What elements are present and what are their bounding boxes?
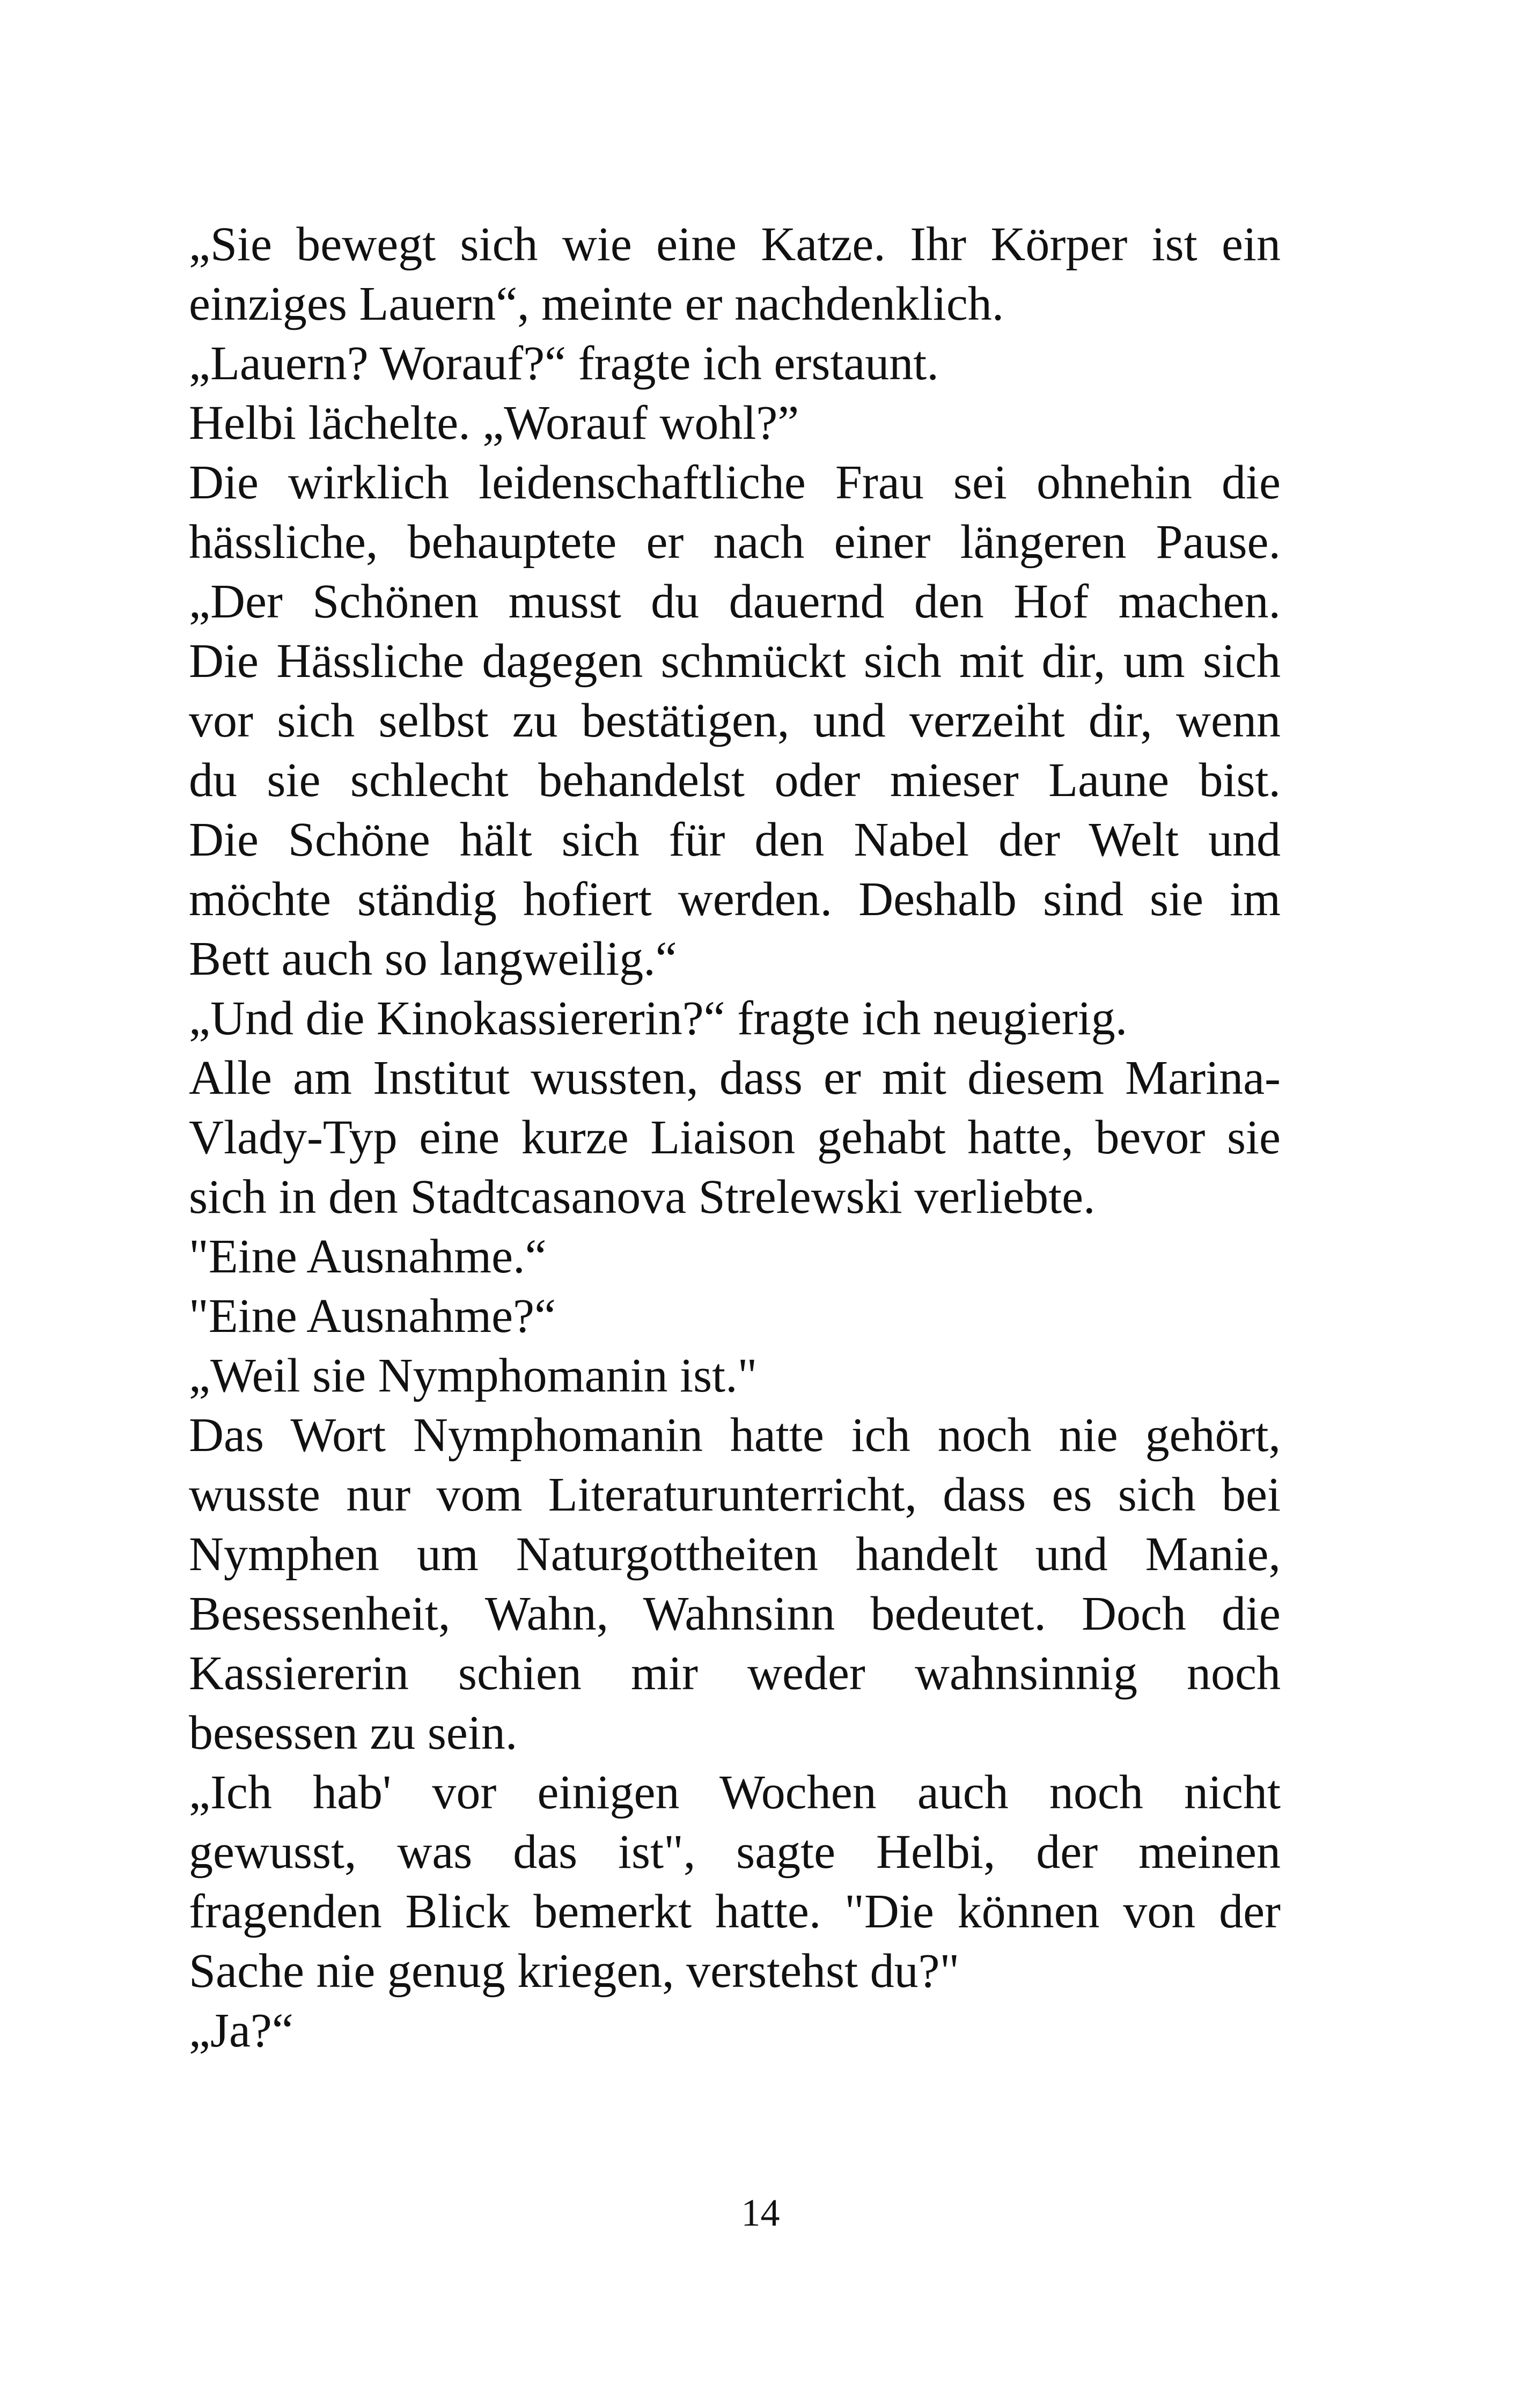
- text-line: „Ich hab' vor einigen Wochen auch noch nicht: [189, 1766, 1281, 1819]
- text-line: hässliche, behauptete er nach einer längeren Pause.: [189, 516, 1281, 569]
- text-line: „Der Schönen musst du dauernd den Hof machen.: [189, 575, 1281, 628]
- text-line: Die wirklich leidenschaftliche Frau sei ohnehin die: [189, 456, 1281, 509]
- text-line: "Eine Ausnahme.“: [189, 1230, 547, 1283]
- text-line: „Und die Kinokassiererin?“ fragte ich neugierig.: [189, 992, 1128, 1045]
- text-line: "Eine Ausnahme?“: [189, 1290, 556, 1343]
- text-line: sich in den Stadtcasanova Strelewski verliebte.: [189, 1170, 1096, 1224]
- text-line: „Weil sie Nymphomanin ist.": [189, 1349, 758, 1402]
- text-line: besessen zu sein.: [189, 1706, 518, 1759]
- text-line: Kassiererin schien mir weder wahnsinnig noch: [189, 1647, 1281, 1700]
- text-line: Die Schöne hält sich für den Nabel der Welt und: [189, 813, 1281, 866]
- text-line: Das Wort Nymphomanin hatte ich noch nie gehört,: [189, 1409, 1281, 1462]
- text-line: fragenden Blick bemerkt hatte. "Die können von der: [189, 1885, 1281, 1938]
- text-line: Vlady-Typ eine kurze Liaison gehabt hatte, bevor sie: [189, 1111, 1281, 1164]
- text-line: Bett auch so langweilig.“: [189, 932, 677, 985]
- text-line: Besessenheit, Wahn, Wahnsinn bedeutet. Doch die: [189, 1587, 1281, 1640]
- text-line: wusste nur vom Literaturunterricht, dass es sich bei: [189, 1468, 1281, 1521]
- text-line: Nymphen um Naturgottheiten handelt und Manie,: [189, 1528, 1281, 1581]
- text-line: möchte ständig hofiert werden. Deshalb sind sie im: [189, 873, 1281, 926]
- text-line: „Sie bewegt sich wie eine Katze. Ihr Körper ist ein: [189, 218, 1281, 271]
- text-line: vor sich selbst zu bestätigen, und verzeiht dir, wenn: [189, 694, 1281, 747]
- text-line: gewusst, was das ist", sagte Helbi, der meinen: [189, 1825, 1281, 1879]
- text-line: du sie schlecht behandelst oder mieser Laune bist.: [189, 754, 1281, 807]
- text-line: Sache nie genug kriegen, verstehst du?": [189, 1945, 960, 1998]
- text-line: Alle am Institut wussten, dass er mit diesem Marina-: [189, 1051, 1281, 1104]
- text-line: „Lauern? Worauf?“ fragte ich erstaunt.: [189, 337, 939, 390]
- body-text: [189, 215, 1281, 2060]
- text-line: „Ja?“: [189, 2004, 293, 2057]
- text-line: Helbi lächelte. „Worauf wohl?”: [189, 396, 799, 450]
- page-number: 14: [741, 2191, 780, 2234]
- text-line: einziges Lauern“, meinte er nachdenklich.: [189, 277, 1004, 330]
- text-line: Die Hässliche dagegen schmückt sich mit dir, um sich: [189, 635, 1281, 688]
